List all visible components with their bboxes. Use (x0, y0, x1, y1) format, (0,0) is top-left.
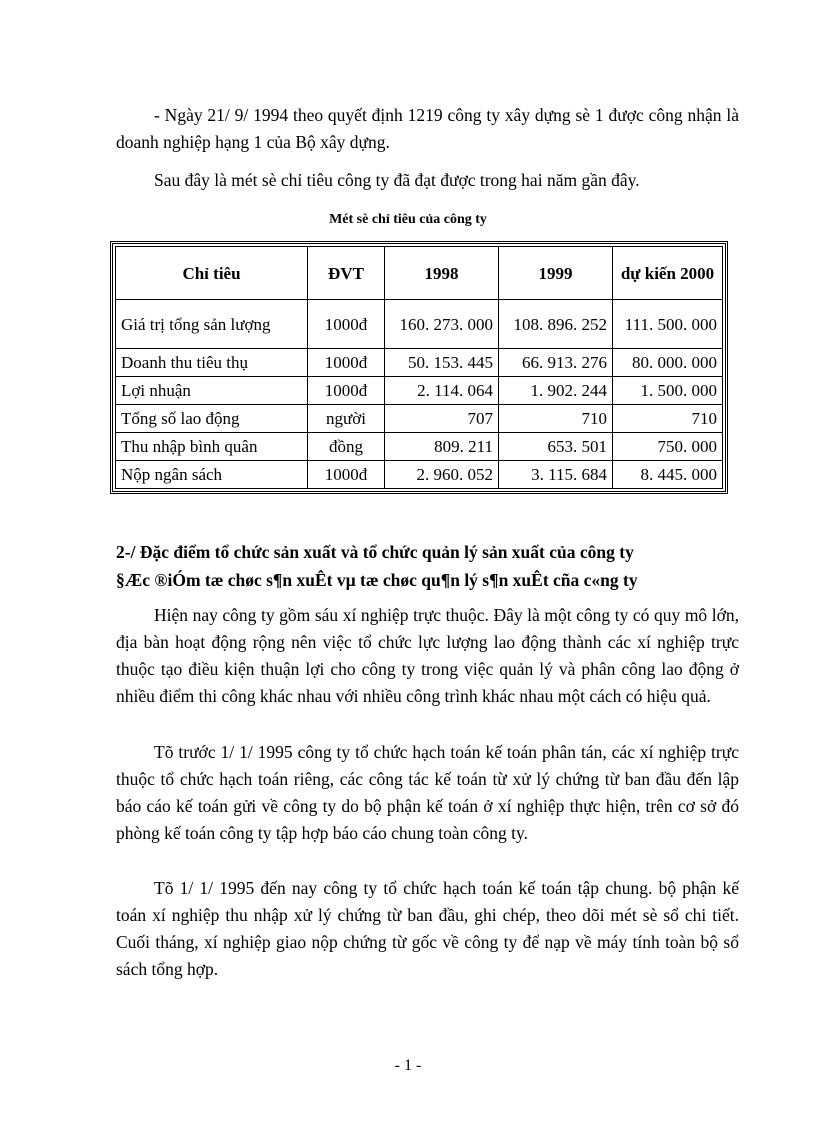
table-row (116, 461, 723, 489)
table-cell: Tổng số lao động (116, 405, 308, 433)
table-cell: Giá trị tổng sản lượng (116, 300, 308, 349)
table-cell: Doanh thu tiêu thụ (116, 349, 308, 377)
header-cell: 1999 (499, 247, 613, 300)
table-cell: 3. 115. 684 (499, 461, 613, 489)
table-cell: 2. 960. 052 (385, 461, 499, 489)
table-cell: 160. 273. 000 (385, 300, 499, 349)
indicators-table-frame (110, 241, 728, 494)
table-header-row (116, 247, 723, 300)
table-cell: 1. 500. 000 (613, 377, 723, 405)
table-row (116, 300, 723, 349)
table-cell: Thu nhập bình quân (116, 433, 308, 461)
table-row (116, 405, 723, 433)
table-row (116, 349, 723, 377)
table-cell: 707 (385, 405, 499, 433)
table-cell: 111. 500. 000 (613, 300, 723, 349)
table-cell: 750. 000 (613, 433, 723, 461)
table-cell: 80. 000. 000 (613, 349, 723, 377)
table-cell: 1000đ (308, 300, 385, 349)
intro-paragraph-2: Sau đây là mét sè chỉ tiêu công ty đã đạt được trong hai năm gần đây. (154, 170, 640, 190)
header-cell: ĐVT (308, 247, 385, 300)
intro-paragraph-1: - Ngày 21/ 9/ 1994 theo quyết định 1219 công ty xây dựng sè 1 được công nhận là doanh nghiệp hạng 1 của Bộ xây dựng. (116, 105, 739, 152)
table-cell: 1000đ (308, 461, 385, 489)
header-cell: Chỉ tiêu (116, 247, 308, 300)
table-cell: 653. 501 (499, 433, 613, 461)
table-cell: Lợi nhuận (116, 377, 308, 405)
table-cell: 2. 114. 064 (385, 377, 499, 405)
table-cell: Nộp ngân sách (116, 461, 308, 489)
table-cell: 8. 445. 000 (613, 461, 723, 489)
body-paragraph-1: Hiện nay công ty gồm sáu xí nghiệp trực thuộc. Đây là một công ty có quy mô lớn, địa bàn hoạt động rộng nên việc tổ chức lực lượng lao động thành các xí nghiệp trực thuộc tạo điều kiện thuận lợi cho công ty trong việc quản lý và phân công lao động ở nhiều điểm thi công khác nhau với nhiều công trình khác nhau một cách có hiệu quả. (116, 605, 739, 706)
body-paragraph-2: Tõ trước 1/ 1/ 1995 công ty tổ chức hạch toán kế toán phân tán, các xí nghiệp trực thuộc tổ chức hạch toán riêng, các công tác kế toán từ xử lý chứng từ ban đầu đến lập báo cáo kế toán gửi về công ty do bộ phận kế toán ở xí nghiệp thực hiện, trên cơ sở đó phòng kế toán công ty tập hợp báo cáo chung toàn công ty. (116, 742, 739, 843)
table-cell: đồng (308, 433, 385, 461)
table-cell: 66. 913. 276 (499, 349, 613, 377)
table-row (116, 377, 723, 405)
table-cell: 1. 902. 244 (499, 377, 613, 405)
table-cell: 710 (613, 405, 723, 433)
table-caption: Mét sè chỉ tiêu của công ty (329, 212, 487, 227)
page-number: - 1 - (394, 1057, 422, 1074)
table-cell: 108. 896. 252 (499, 300, 613, 349)
section-heading: 2-/ Đặc điểm tổ chức sản xuất và tổ chức quản lý sản xuất của công ty (116, 542, 634, 562)
indicators-table (115, 246, 723, 489)
body-paragraph-3: Tõ 1/ 1/ 1995 đến nay công ty tổ chức hạch toán kế toán tập chung. bộ phận kế toán xí nghiệp thu nhập xử lý chứng từ ban đầu, ghi chép, theo dõi mét sè sổ chi tiết. Cuối tháng, xí nghiệp giao nộp chứng từ gốc về công ty để nạp về máy tính toàn bộ sổ sách tổng hợp. (116, 878, 739, 979)
header-cell: 1998 (385, 247, 499, 300)
table-cell: 1000đ (308, 349, 385, 377)
section-heading-garbled: §Æc ®iÓm tæ chøc s¶n xuÊt vµ tæ chøc qu¶n lý s¶n xuÊt cña c«ng ty (116, 570, 638, 590)
table-row (116, 433, 723, 461)
table-cell: 710 (499, 405, 613, 433)
table-cell: 1000đ (308, 377, 385, 405)
table-cell: 809. 211 (385, 433, 499, 461)
header-cell: dự kiến 2000 (613, 247, 723, 300)
table-cell: 50. 153. 445 (385, 349, 499, 377)
table-cell: người (308, 405, 385, 433)
